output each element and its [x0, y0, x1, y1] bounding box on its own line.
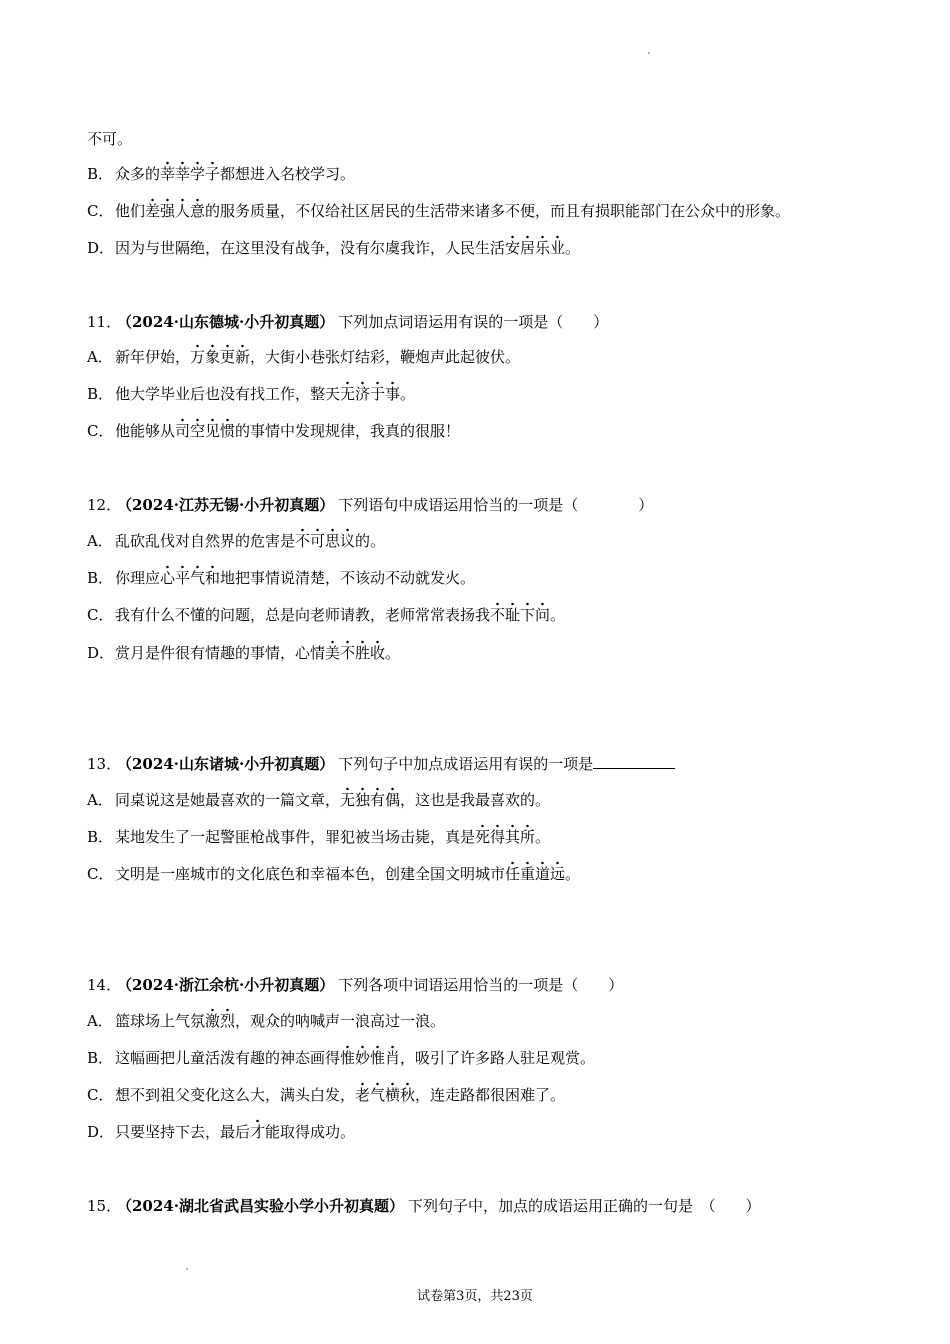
q11-option-a[interactable]: A． 新年伊始，万象更新，大街小巷张灯结彩，鞭炮声此起彼伏。 [87, 346, 520, 368]
q10-option-d[interactable]: D．因为与世隔绝，在这里没有战争，没有尔虞我诈，人民生活安居乐业。 [87, 237, 580, 259]
emphasized-phrase: 莘莘学子 [160, 161, 220, 183]
emphasized-phrase: 不耻下问 [490, 602, 550, 624]
continuation-text: 不可。 [87, 130, 133, 148]
q14-stem: 14．（2024·浙江余杭·小升初真题） 下列各项中词语运用恰当的一项是（ ） [87, 976, 624, 994]
q13-stem: 13．（2024·山东诸城·小升初真题） 下列句子中加点成语运用有误的一项是 [87, 753, 675, 775]
q13-option-c[interactable]: C． 文明是一座城市的文化底色和幸福本色，创建全国文明城市任重道远。 [87, 863, 580, 885]
emphasized-phrase: 心平气和 [160, 565, 220, 587]
emphasized-phrase: 司空见惯 [175, 418, 235, 440]
q14-option-c[interactable]: C． 想不到祖父变化这么大，满头白发，老气横秋，连走路都很困难了。 [87, 1084, 565, 1106]
emphasized-phrase: 激烈 [205, 1008, 235, 1030]
q13-option-b[interactable]: B． 某地发生了一起警匪枪战事件，罪犯被当场击毙，真是死得其所。 [87, 826, 550, 848]
q10-option-c[interactable]: C． 他们差强人意的服务质量，不仅给社区居民的生活带来诸多不便，而且有损职能部门在公众中的形象。 [87, 200, 790, 222]
q12-option-c[interactable]: C． 我有什么不懂的问题，总是向老师请教，老师常常表扬我不耻下问。 [87, 604, 565, 626]
emphasized-phrase: 死得其所 [475, 824, 535, 846]
q12-stem: 12．（2024·江苏无锡·小升初真题） 下列语句中成语运用恰当的一项是（ ） [87, 496, 654, 514]
q14-option-a[interactable]: A． 篮球场上气氛激烈，观众的呐喊声一浪高过一浪。 [87, 1010, 445, 1032]
q12-option-a[interactable]: A． 乱砍乱伐对自然界的危害是不可思议的。 [87, 530, 385, 552]
emphasized-phrase: 任重道远 [505, 861, 565, 883]
q11-option-c[interactable]: C． 他能够从司空见惯的事情中发现规律，我真的很服！ [87, 420, 460, 442]
emphasized-phrase: 无独有偶 [340, 787, 400, 809]
q12-option-d[interactable]: D．赏月是件很有情趣的事情，心情美不胜收。 [87, 642, 400, 664]
emphasized-phrase: 美不胜收 [325, 640, 385, 662]
scan-speck [648, 52, 650, 54]
q14-option-d[interactable]: D．只要坚持下去，最后才能取得成功。 [87, 1121, 355, 1143]
q12-option-b[interactable]: B． 你理应心平气和地把事情说清楚，不该动不动就发火。 [87, 567, 475, 589]
emphasized-phrase: 安居乐业 [505, 235, 565, 257]
emphasized-phrase: 不可思议 [295, 528, 355, 550]
q15-stem: 15．（2024·湖北省武昌实验小学小升初真题） 下列句子中，加点的成语运用正确的一句是 （ ） [87, 1197, 761, 1215]
scan-speck [186, 1268, 188, 1270]
emphasized-phrase: 万象更新 [190, 344, 250, 366]
emphasized-phrase: 老气横秋 [355, 1082, 415, 1104]
answer-blank[interactable] [593, 753, 675, 769]
page-footer: 试卷第3页，共23页 [417, 1289, 533, 1304]
emphasized-phrase: 惟妙惟肖 [340, 1045, 400, 1067]
q13-option-a[interactable]: A． 同桌说这是她最喜欢的一篇文章，无独有偶，这也是我最喜欢的。 [87, 789, 550, 811]
emphasized-phrase: 差强人意 [145, 198, 205, 220]
q11-stem: 11．（2024·山东德城·小升初真题） 下列加点词语运用有误的一项是（ ） [87, 313, 609, 331]
q14-option-b[interactable]: B． 这幅画把儿童活泼有趣的神态画得惟妙惟肖，吸引了许多路人驻足观赏。 [87, 1047, 595, 1069]
emphasized-phrase: 无济于事 [340, 381, 400, 403]
q11-option-b[interactable]: B． 他大学毕业后也没有找工作，整天无济于事。 [87, 383, 415, 405]
emphasized-phrase: 才 [250, 1119, 265, 1141]
q10-option-b[interactable]: B． 众多的莘莘学子都想进入名校学习。 [87, 163, 355, 185]
